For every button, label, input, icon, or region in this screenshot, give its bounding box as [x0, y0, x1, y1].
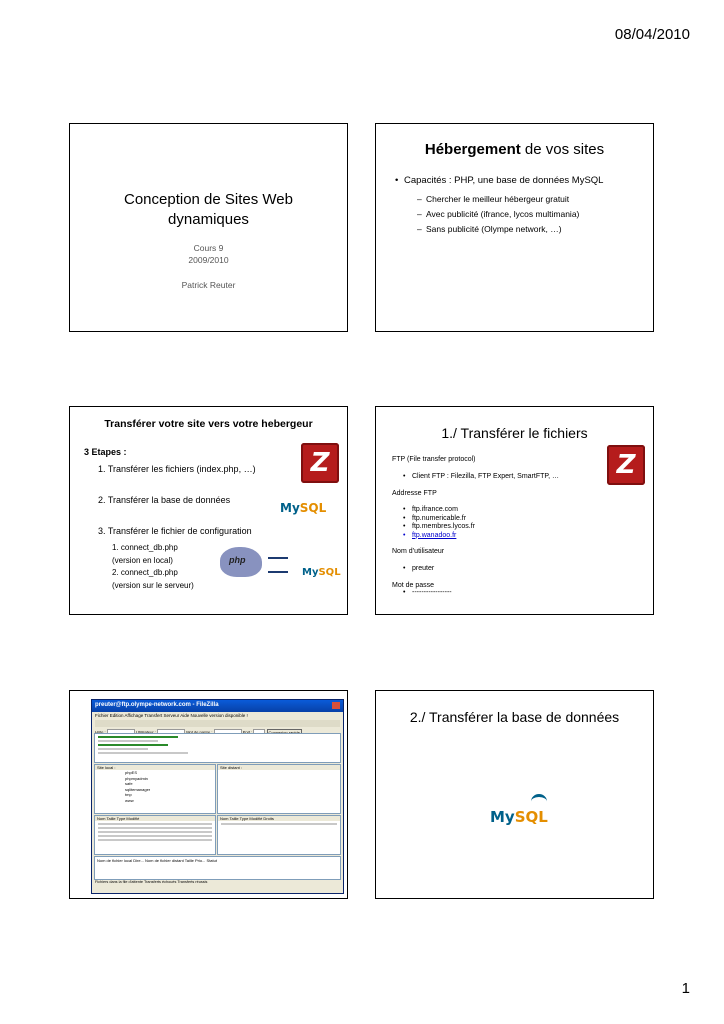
mysql-logo: MySQL	[302, 567, 341, 578]
slide2-sub-item: – Sans publicité (Olympe network, …)	[426, 222, 579, 237]
slide3-step1: 1. Transférer les fichiers (index.php, …)	[98, 464, 256, 474]
slide4-user-label: Nom d’utilisateur	[392, 548, 445, 555]
filezilla-window	[91, 699, 344, 894]
close-icon[interactable]	[332, 702, 340, 709]
slide1-course: Cours 9	[193, 243, 224, 253]
slide2-sub-item: – Chercher le meilleur hébergeur gratuit	[426, 192, 579, 207]
folder-item[interactable]: sqlitemanager	[125, 786, 151, 792]
slide2-sublist	[416, 192, 579, 237]
slide3-sub2: 2. connect_db.php	[112, 568, 178, 577]
slide4-pass-label: Mot de passe	[392, 582, 435, 589]
toolbar	[95, 720, 340, 727]
mysql-logo: MySQL	[490, 808, 548, 826]
slide4-ftp: FTP (File transfer protocol)	[392, 456, 476, 463]
folder-item[interactable]: phpES	[125, 770, 138, 775]
slide-hebergement	[375, 123, 654, 332]
arrow-icon	[268, 571, 288, 573]
queue-tabs[interactable]: Fichiers dans la file d'attente Transferts échoués Transferts réussis	[95, 880, 208, 884]
slide1-author: Patrick Reuter	[181, 280, 236, 290]
local-file-list: Nom Taille Type Modifié	[94, 815, 216, 855]
slide4-address: • ftp.membres.lycos.fr	[412, 523, 475, 532]
slide3-sub1-note: (version en local)	[112, 555, 173, 565]
slide4-client: • Client FTP : Filezilla, FTP Expert, SmartFTP, …	[412, 473, 559, 480]
transfer-queue: Nom de fichier local Dire... Nom de fichier distant Taille Prio... Statut	[94, 856, 341, 880]
php-elephant-icon: php	[220, 547, 262, 577]
slide1-title-line1: Conception de Sites Web	[124, 191, 293, 208]
slide2-title: Hébergement de vos sites	[424, 141, 605, 158]
slide3-step3: 3. Transférer le fichier de configuration	[98, 526, 252, 536]
header-date: 08/04/2010	[614, 26, 690, 43]
slide4-user: • preuter	[412, 565, 434, 572]
slide-ftp	[375, 406, 654, 615]
slide4-title: 1./ Transférer le fichiers	[441, 425, 588, 441]
slide2-bullets	[394, 175, 603, 186]
slide4-pass: • -----------------	[412, 589, 452, 596]
window-titlebar: preuter@ftp.olympe-network.com - FileZilla	[92, 700, 343, 712]
slide2-bullet: • Capacités : PHP, une base de données MySQL	[404, 175, 603, 186]
arrow-icon	[268, 557, 288, 559]
folder-item[interactable]: www	[125, 797, 134, 803]
slide-filezilla-screenshot	[69, 690, 348, 899]
slide1-year: 2009/2010	[188, 255, 229, 265]
message-log	[94, 733, 341, 763]
filezilla-logo: Z	[301, 443, 339, 483]
remote-file-list: Nom Taille Type Modifié Droits	[217, 815, 341, 855]
slide1-title-line2: dynamiques	[168, 211, 249, 228]
slide3-step2: 2. Transférer la base de données	[98, 495, 231, 505]
slide-title	[69, 123, 348, 332]
slide3-sub2-note: (version sur le serveur)	[112, 580, 194, 590]
page-number: 1	[681, 980, 690, 997]
folder-item[interactable]: safe	[125, 781, 133, 786]
remote-tree: Site distant :	[217, 764, 341, 814]
slide6-title: 2./ Transférer la base de données	[409, 709, 620, 725]
slide2-sub-item: – Avec publicité (ifrance, lycos multimania)	[426, 207, 579, 222]
slide-transfer-overview	[69, 406, 348, 615]
slide4-address-label: Addresse FTP	[392, 490, 437, 497]
slide3-sub1: 1. connect_db.php	[112, 543, 178, 552]
slide3-title: Transférer votre site vers votre hebergeur	[104, 418, 313, 430]
dolphin-icon	[531, 794, 547, 809]
slide4-address-link[interactable]: • ftp.wanadoo.fr	[412, 532, 475, 541]
folder-item[interactable]: tmp	[125, 792, 132, 797]
slide4-address: • ftp.numericable.fr	[412, 515, 475, 524]
slide-database-transfer	[375, 690, 654, 899]
slide3-steps-heading: 3 Etapes :	[84, 447, 127, 457]
local-tree: Site local : phpES phpmyadmin safe sqlitemanager tmp www	[94, 764, 216, 814]
menu-bar[interactable]: Fichier Edition Affichage Transfert Serveur Aide Nouvelle version disponible !	[95, 713, 248, 718]
filezilla-logo: Z	[607, 445, 645, 485]
mysql-logo: MySQL	[280, 501, 327, 515]
folder-item[interactable]: phpmyadmin	[125, 775, 148, 781]
slide4-address: • ftp.ifrance.com	[412, 506, 475, 515]
